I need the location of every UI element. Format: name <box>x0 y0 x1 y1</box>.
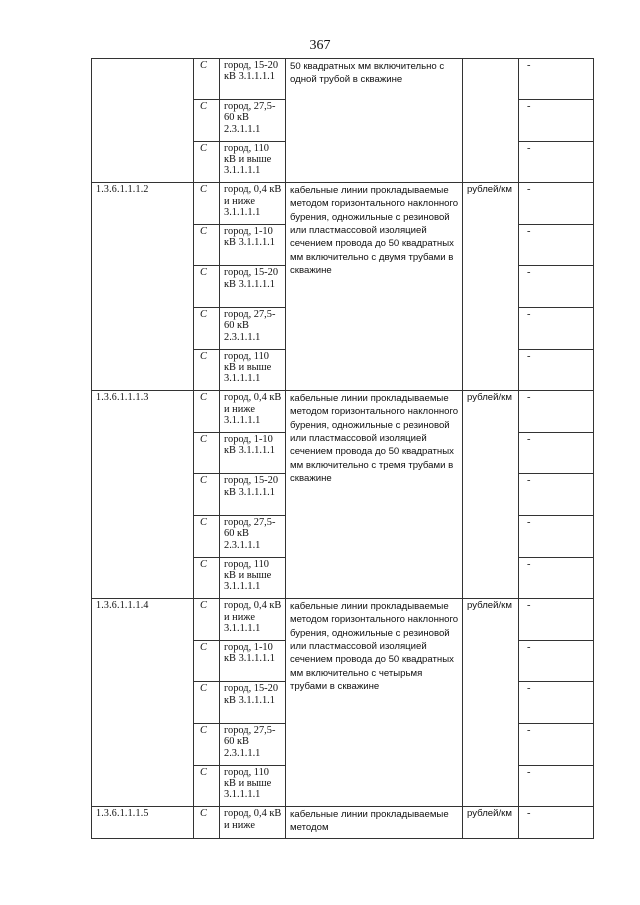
city-voltage-cell: город, 0,4 кВ и ниже 3.1.1.1.1 <box>220 599 286 641</box>
city-voltage-cell: город, 0,4 кВ и ниже 3.1.1.1.1 <box>220 391 286 433</box>
value-cell: - <box>519 432 594 474</box>
category-cell: С <box>194 557 220 599</box>
value-cell: - <box>519 100 594 142</box>
value-cell: - <box>519 224 594 266</box>
category-cell: С <box>194 349 220 391</box>
value-cell: - <box>519 723 594 765</box>
city-voltage-cell: город, 110 кВ и выше 3.1.1.1.1 <box>220 349 286 391</box>
value-cell: - <box>519 183 594 225</box>
table-row <box>92 183 594 225</box>
category-cell: С <box>194 599 220 641</box>
category-cell: С <box>194 640 220 682</box>
city-voltage-cell: город, 27,5-60 кВ 2.3.1.1.1 <box>220 307 286 349</box>
tariff-table-body <box>92 59 594 839</box>
category-cell: С <box>194 183 220 225</box>
description-cell: 50 квадратных мм включительно с одной трубой в скважине <box>286 59 463 183</box>
item-code-cell <box>92 59 194 183</box>
description-cell: кабельные линии прокладываемые методом горизонтального наклонного бурения, одножильные с резиновой или пластмассовой изоляцией сечением провода до 50 квадратных мм включительно с четырьмя трубами в скважине <box>286 599 463 807</box>
category-cell: С <box>194 807 220 839</box>
unit-cell: рублей/км <box>463 599 519 807</box>
city-voltage-cell: город, 1-10 кВ 3.1.1.1.1 <box>220 640 286 682</box>
city-voltage-cell: город, 27,5-60 кВ 2.3.1.1.1 <box>220 723 286 765</box>
city-voltage-cell: город, 110 кВ и выше 3.1.1.1.1 <box>220 765 286 807</box>
value-cell: - <box>519 807 594 839</box>
unit-cell: рублей/км <box>463 183 519 391</box>
category-cell: С <box>194 224 220 266</box>
table-row <box>92 599 594 641</box>
value-cell: - <box>519 474 594 516</box>
page-number: 367 <box>309 38 331 53</box>
city-voltage-cell: город, 1-10 кВ 3.1.1.1.1 <box>220 224 286 266</box>
item-code-cell: 1.3.6.1.1.1.2 <box>92 183 194 391</box>
description-cell: кабельные линии прокладываемые методом <box>286 807 463 839</box>
category-cell: С <box>194 100 220 142</box>
category-cell: С <box>194 59 220 100</box>
value-cell: - <box>519 557 594 599</box>
description-cell: кабельные линии прокладываемые методом горизонтального наклонного бурения, одножильные с резиновой или пластмассовой изоляцией сечением провода до 50 квадратных мм включительно с двумя трубами в скважине <box>286 183 463 391</box>
value-cell: - <box>519 765 594 807</box>
category-cell: С <box>194 723 220 765</box>
table-row <box>92 391 594 433</box>
category-cell: С <box>194 474 220 516</box>
city-voltage-cell: город, 15-20 кВ 3.1.1.1.1 <box>220 59 286 100</box>
item-code-cell: 1.3.6.1.1.1.4 <box>92 599 194 807</box>
city-voltage-cell: город, 0,4 кВ и ниже 3.1.1.1.1 <box>220 183 286 225</box>
category-cell: С <box>194 515 220 557</box>
city-voltage-cell: город, 1-10 кВ 3.1.1.1.1 <box>220 432 286 474</box>
value-cell: - <box>519 349 594 391</box>
city-voltage-cell: город, 110 кВ и выше 3.1.1.1.1 <box>220 557 286 599</box>
item-code-cell: 1.3.6.1.1.1.3 <box>92 391 194 599</box>
category-cell: С <box>194 765 220 807</box>
value-cell: - <box>519 59 594 100</box>
unit-cell: рублей/км <box>463 807 519 839</box>
tariff-table <box>91 58 594 839</box>
category-cell: С <box>194 141 220 183</box>
value-cell: - <box>519 307 594 349</box>
unit-cell <box>463 59 519 183</box>
value-cell: - <box>519 141 594 183</box>
value-cell: - <box>519 515 594 557</box>
city-voltage-cell: город, 0,4 кВ и ниже <box>220 807 286 839</box>
category-cell: С <box>194 682 220 724</box>
category-cell: С <box>194 266 220 308</box>
value-cell: - <box>519 640 594 682</box>
table-row <box>92 59 594 100</box>
city-voltage-cell: город, 110 кВ и выше 3.1.1.1.1 <box>220 141 286 183</box>
value-cell: - <box>519 391 594 433</box>
value-cell: - <box>519 599 594 641</box>
category-cell: С <box>194 432 220 474</box>
description-cell: кабельные линии прокладываемые методом горизонтального наклонного бурения, одножильные с резиновой или пластмассовой изоляцией сечением провода до 50 квадратных мм включительно с тремя трубами в скважине <box>286 391 463 599</box>
category-cell: С <box>194 391 220 433</box>
city-voltage-cell: город, 27,5-60 кВ 2.3.1.1.1 <box>220 515 286 557</box>
city-voltage-cell: город, 15-20 кВ 3.1.1.1.1 <box>220 474 286 516</box>
unit-cell: рублей/км <box>463 391 519 599</box>
category-cell: С <box>194 307 220 349</box>
city-voltage-cell: город, 27,5-60 кВ 2.3.1.1.1 <box>220 100 286 142</box>
city-voltage-cell: город, 15-20 кВ 3.1.1.1.1 <box>220 266 286 308</box>
table-row <box>92 807 594 839</box>
value-cell: - <box>519 682 594 724</box>
city-voltage-cell: город, 15-20 кВ 3.1.1.1.1 <box>220 682 286 724</box>
value-cell: - <box>519 266 594 308</box>
item-code-cell: 1.3.6.1.1.1.5 <box>92 807 194 839</box>
